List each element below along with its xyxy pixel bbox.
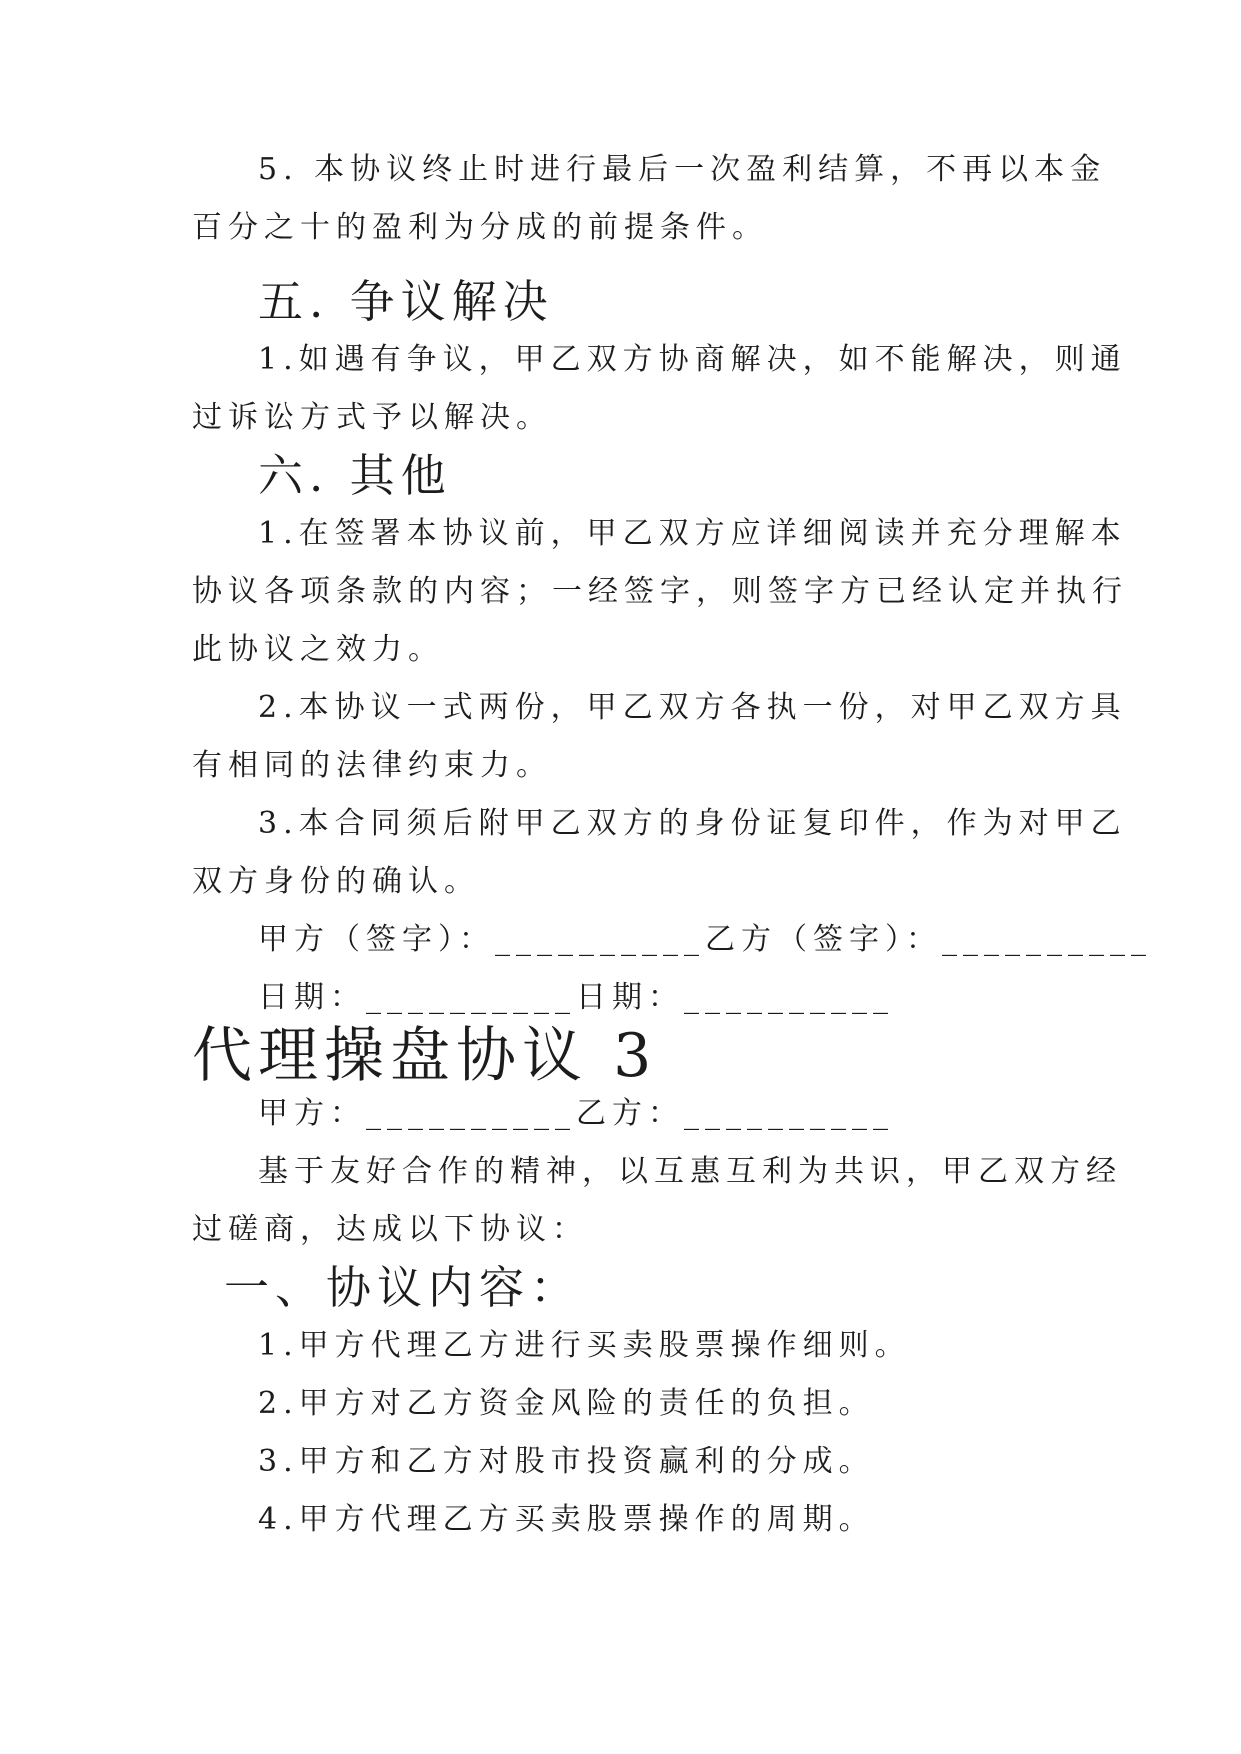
content-item-2: 2.甲方对乙方资金风险的责任的负担。 — [258, 1386, 875, 1421]
parties-line: 甲方：__________乙方：__________ — [258, 1096, 894, 1131]
preamble-line-2: 过磋商，达成以下协议： — [192, 1212, 588, 1247]
agreement-title: 代理操盘协议 3 — [192, 1021, 658, 1091]
other-clause-1-line-2: 协议各项条款的内容；一经签字，则签字方已经认定并执行 — [192, 574, 1128, 609]
section-heading-content: 一、协议内容： — [224, 1261, 582, 1314]
preamble-line-1: 基于友好合作的精神，以互惠互利为共识，甲乙双方经 — [258, 1154, 1122, 1189]
other-clause-2-line-1: 2.本协议一式两份，甲乙双方各执一份，对甲乙双方具 — [258, 690, 1127, 725]
section-heading-other: 六. 其他 — [258, 449, 452, 502]
clause-5-line-2: 百分之十的盈利为分成的前提条件。 — [192, 210, 768, 245]
signature-line: 甲方（签字）：__________乙方（签字）：__________ — [258, 922, 1152, 957]
other-clause-3-line-2: 双方身份的确认。 — [192, 864, 480, 899]
dispute-clause-1-line-2: 过诉讼方式予以解决。 — [192, 400, 552, 435]
dispute-clause-1-line-1: 1.如遇有争议，甲乙双方协商解决，如不能解决，则通 — [258, 342, 1127, 377]
section-heading-dispute: 五. 争议解决 — [258, 275, 554, 328]
content-item-3: 3.甲方和乙方对股市投资赢利的分成。 — [258, 1444, 875, 1479]
content-item-1: 1.甲方代理乙方进行买卖股票操作细则。 — [258, 1328, 911, 1363]
other-clause-3-line-1: 3.本合同须后附甲乙双方的身份证复印件，作为对甲乙 — [258, 806, 1127, 841]
other-clause-1-line-1: 1.在签署本协议前，甲乙双方应详细阅读并充分理解本 — [258, 516, 1127, 551]
other-clause-1-line-3: 此协议之效力。 — [192, 632, 444, 667]
content-item-4: 4.甲方代理乙方买卖股票操作的周期。 — [258, 1502, 875, 1537]
other-clause-2-line-2: 有相同的法律约束力。 — [192, 748, 552, 783]
date-line: 日期：__________日期：__________ — [258, 980, 894, 1015]
clause-5-line-1: 5. 本协议终止时进行最后一次盈利结算，不再以本金 — [258, 152, 1107, 187]
